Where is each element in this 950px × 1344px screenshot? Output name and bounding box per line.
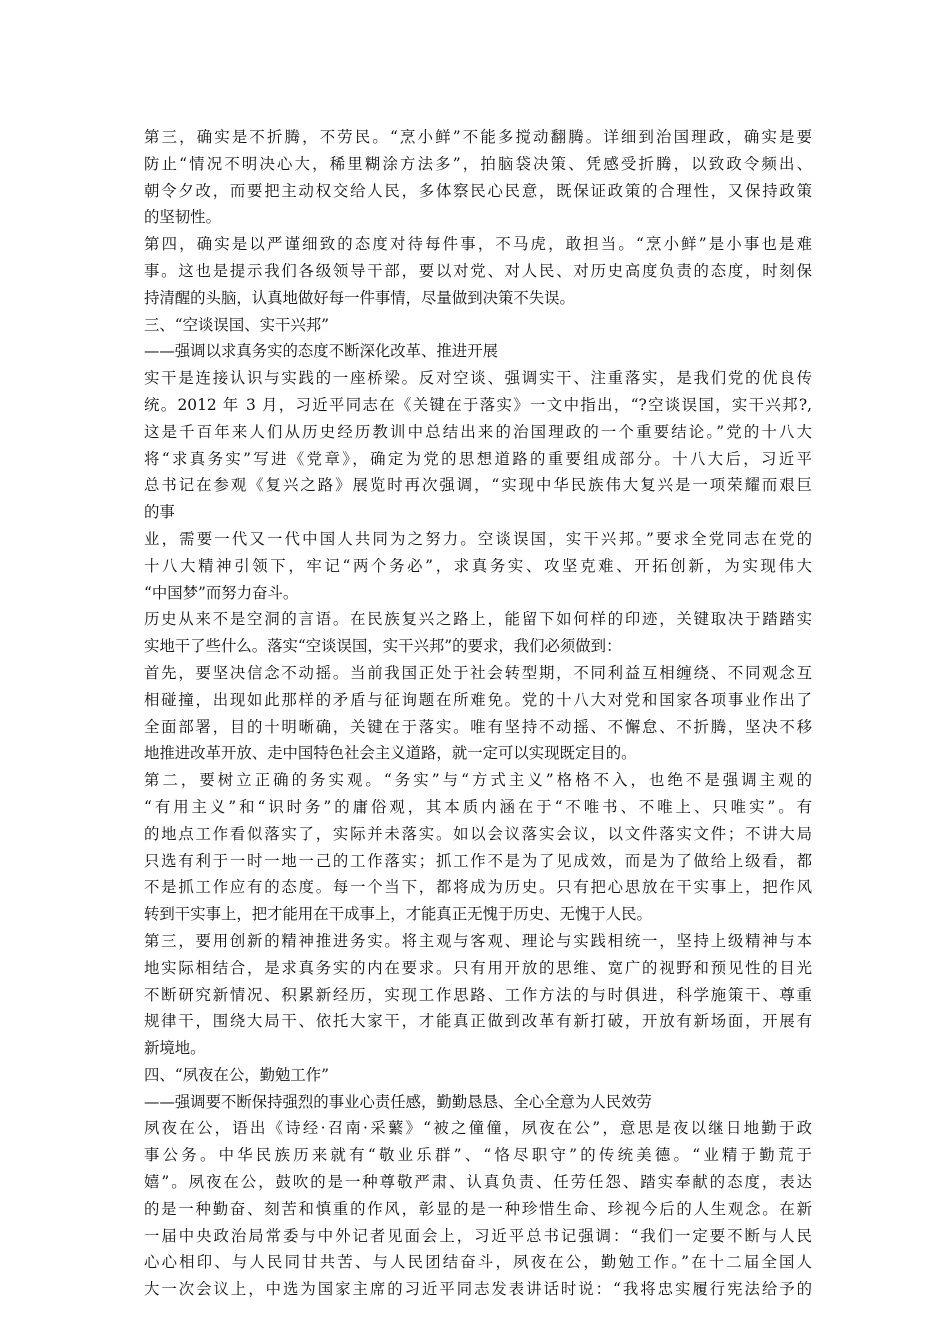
- text-line: 事。这也是提示我们各级领导干部，要以对党、对人民、对历史高度负责的态度，时刻保: [144, 261, 812, 280]
- text-line: 第四，确实是以严谨细致的态度对待每件事，不马虎，敢担当。“烹小鲜”是小事也是难: [144, 235, 812, 254]
- text-line: 的坚韧性。: [144, 208, 221, 227]
- text-line: ——强调以求真务实的态度不断深化改革、推进开展: [144, 342, 498, 361]
- text-line: 不断研究新情况、积累新经历，实现工作思路、工作方法的与时俱进，科学施策干、尊重: [144, 985, 812, 1004]
- text-line: 嬉”。夙夜在公，鼓吹的是一种尊敬严肃、认真负责、任劳任怨、踏实奉献的态度，表达: [144, 1173, 812, 1192]
- text-line: 将“求真务实”写进《党章》，确定为党的思想道路的重要组成部分。十八大后，习近平: [144, 449, 812, 468]
- text-line: 的事: [144, 503, 175, 522]
- text-line: “有用主义”和“识时务”的庸俗观，其本质内涵在于“不唯书、不唯上、只唯实”。有: [144, 797, 812, 816]
- text-line: 只选有利于一时一地一己的工作落实；抓工作不是为了见成效，而是为了做给上级看，都: [144, 851, 812, 870]
- text-line: 全面部署，目的十明晰确，关键在于落实。唯有坚持不动摇、不懈怠、不折腾，坚决不移: [144, 717, 812, 736]
- text-line: 四、“夙夜在公，勤勉工作”: [144, 1065, 330, 1084]
- text-line: 规律干，围绕大局干、依托大家干，才能真正做到改革有新打破，开放有新场面，开展有: [144, 1012, 812, 1031]
- text-line: 不是抓工作应有的态度。每一个当下，都将成为历史。只有把心思放在干实事上，把作风: [144, 878, 812, 897]
- text-line: 第三，确实是不折腾，不劳民。“烹小鲜”不能多搅动翻腾。详细到治国理政，确实是要: [144, 128, 812, 146]
- text-line: 一届中央政治局常委与中外记者见面会上，习近平总书记强调：“我们一定要不断与人民: [144, 1226, 812, 1245]
- text-line: 的是一种勤奋、刻苦和慎重的作风，彰显的是一种珍惜生命、珍视今后的人生观念。在新: [144, 1199, 812, 1218]
- text-line: 这是千百年来人们从历史经历教训中总结出来的治国理政的一个重要结论。”党的十八大: [144, 422, 812, 441]
- text-line: 历史从来不是空洞的言语。在民族复兴之路上，能留下如何样的印迹，关键取决于踏踏实: [144, 610, 812, 629]
- text-line: 新境地。: [144, 1039, 206, 1058]
- text-line: 实干是连接认识与实践的一座桥梁。反对空谈、强调实干、注重落实，是我们党的优良传: [144, 369, 812, 388]
- text-line: 大一次会议上，中选为国家主席的习近平同志发表讲话时说：“我将忠实履行宪法给予的: [144, 1280, 812, 1299]
- text-line: 转到干实事上，把才能用在干成事上，才能真正无愧于历史、无愧于人民。: [144, 905, 652, 924]
- text-line: 三、“空谈误国、实干兴邦”: [144, 315, 330, 334]
- text-line: 心心相印、与人民同甘共苦、与人民团结奋斗，夙夜在公，勤勉工作。”在十二届全国人: [144, 1253, 812, 1272]
- text-line: “中国梦”而努力奋斗。: [144, 583, 299, 602]
- text-line: 事公务。中华民族历来就有“敬业乐群”、“恪尽职守”的传统美德。“业精于勤荒于: [144, 1146, 812, 1165]
- text-line: 首先，要坚决信念不动摇。当前我国正处于社会转型期，不同利益互相缠绕、不同观念互: [144, 663, 812, 682]
- text-line: 总书记在参观《复兴之路》展览时再次强调，“实现中华民族伟大复兴是一项荣耀而艰巨: [144, 476, 812, 495]
- text-line: 十八大精神引领下，牢记“两个务必”，求真务实、攻坚克难、开拓创新，为实现伟大: [144, 556, 812, 575]
- text-line: 地推进改革开放、走中国特色社会主义道路，就一定可以实现既定目的。: [144, 744, 637, 763]
- text-line: 地实际相结合，是求真务实的内在要求。只有用开放的思维、宽广的视野和预见性的目光: [144, 958, 812, 977]
- document-body: [144, 124, 812, 1303]
- text-line: 第二，要树立正确的务实观。“务实”与“方式主义”格格不入，也绝不是强调主观的: [144, 771, 812, 790]
- text-line: 朝令夕改，而要把主动权交给人民，多体察民心民意，既保证政策的合理性，又保持政策: [144, 181, 812, 200]
- text-line: 的地点工作看似落实了，实际并未落实。如以会议落实会议，以文件落实文件；不讲大局: [144, 824, 812, 843]
- text-line: 相碰撞，出现如此那样的矛盾与征询题在所难免。党的十八大对党和国家各项事业作出了: [144, 690, 812, 709]
- text-line: 统。2012 年 3 月，习近平同志在《关键在于落实》一文中指出，“?空谈误国，实干兴邦?,: [144, 395, 812, 414]
- text-line: 实地干了些什么。落实“空谈误国，实干兴邦”的要求，我们必须做到：: [144, 637, 622, 656]
- text-line: 夙夜在公，语出《诗经·召南·采蘩》“被之僮僮，夙夜在公”，意思是夜以继日地勤于政: [144, 1119, 812, 1138]
- text-line: 持清醒的头脑，认真地做好每一件事情，尽量做到决策不失误。: [144, 288, 575, 307]
- text-line: 第三，要用创新的精神推进务实。将主观与客观、理论与实践相统一，坚持上级精神与本: [144, 931, 812, 950]
- text-line: 业，需要一代又一代中国人共同为之努力。空谈误国，实干兴邦。”要求全党同志在党的: [144, 529, 812, 548]
- text-line: 防止“情况不明决心大，稀里糊涂方法多”，拍脑袋决策、凭感受折腾，以致政令频出、: [144, 154, 812, 173]
- text-line: ——强调要不断保持强烈的事业心责任感，勤勤恳恳、全心全意为人民效劳: [144, 1092, 652, 1111]
